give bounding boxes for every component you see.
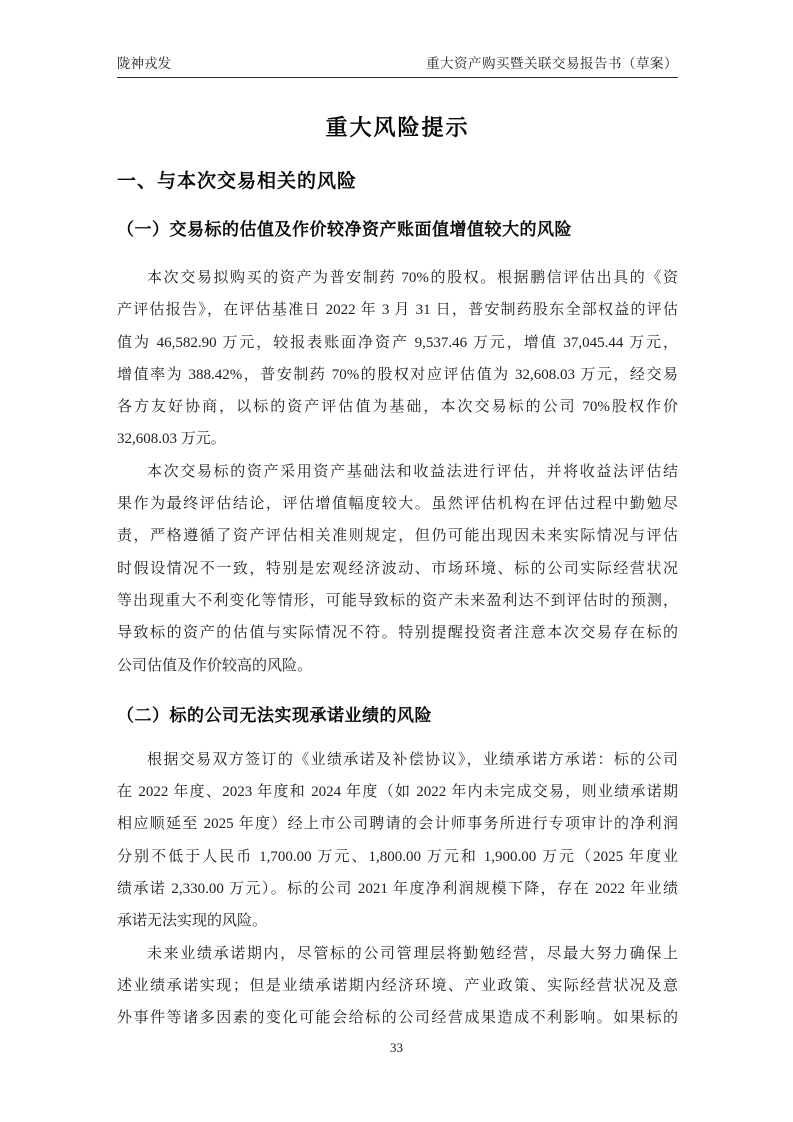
text-line: 时假设情况不一致，特别是宏观经济波动、市场环境、标的公司实际经营状况 (117, 560, 678, 577)
text-line: 值为 46,582.90 万元，较报表账面净资产 9,537.46 万元，增值 37,045.44 万元， (117, 334, 678, 351)
text-line: 未来业绩承诺期内，尽管标的公司管理层将勤勉经营，尽最大努力确保上 (147, 945, 678, 962)
section-heading-1: 一、与本次交易相关的风险 (117, 171, 358, 192)
text-line: 承诺无法实现的风险。 (117, 913, 268, 930)
paragraph-1 (117, 262, 678, 456)
header-report-title: 重大资产购买暨关联交易报告书（草案） (426, 56, 678, 71)
text-line: 增值率为 388.42%，普安制药 70%的股权对应评估值为 32,608.03 万元，经交易 (117, 366, 678, 383)
text-line: 在 2022 年度、2023 年度和 2024 年度（如 2022 年内未完成交易，则业绩承诺期 (117, 784, 678, 801)
page-number: 33 (390, 1040, 403, 1055)
subsection-heading-1-1: （一）交易标的估值及作价较净资产账面值增值较大的风险 (117, 220, 572, 239)
paragraph-4 (117, 938, 678, 1035)
text-line: 本次交易拟购买的资产为普安制药 70%的股权。根据鹏信评估出具的《资 (147, 270, 678, 286)
text-line: 根据交易双方签订的《业绩承诺及补偿协议》，业绩承诺方承诺：标的公司 (147, 751, 678, 768)
text-line: 本次交易标的资产采用资产基础法和收益法进行评估，并将收益法评估结 (147, 463, 678, 480)
page-header (117, 0, 678, 78)
page-content (117, 0, 678, 1035)
text-line: 等出现重大不利变化等情形，可能导致标的资产未来盈利达不到评估时的预测， (117, 592, 678, 609)
paragraph-3 (117, 744, 678, 938)
text-line: 产评估报告》，在评估基准日 2022 年 3 月 31 日，普安制药股东全部权益的评估 (117, 302, 678, 319)
text-line: 各方友好协商，以标的资产评估值为基础，本次交易标的公司 70%股权作价 (117, 399, 678, 416)
text-line: 相应顺延至 2025 年度）经上市公司聘请的会计师事务所进行专项审计的净利润 (117, 816, 678, 833)
text-line: 32,608.03 万元。 (117, 431, 226, 448)
text-line: 导致标的资产的估值与实际情况不符。特别提醒投资者注意本次交易存在标的 (117, 625, 678, 642)
text-line: 述业绩承诺实现；但是业绩承诺期内经济环境、产业政策、实际经营状况及意 (117, 977, 678, 994)
text-line: 绩承诺 2,330.00 万元）。标的公司 2021 年度净利润规模下降，存在 2022 年业绩 (117, 881, 678, 898)
text-line: 分别不低于人民币 1,700.00 万元、1,800.00 万元和 1,900.00 万元（2025 年度业 (117, 848, 678, 865)
text-line: 外事件等诸多因素的变化可能会给标的公司经营成果造成不利影响。如果标的 (117, 1010, 678, 1027)
header-company-name: 陇神戎发 (117, 56, 171, 71)
document-title: 重大风险提示 (325, 115, 470, 140)
text-line: 果作为最终评估结论，评估增值幅度较大。虽然评估机构在评估过程中勤勉尽 (117, 496, 678, 513)
text-line: 责，严格遵循了资产评估相关准则规定，但仍可能出现因未来实际情况与评估 (117, 528, 678, 545)
paragraph-2 (117, 456, 678, 682)
subsection-heading-1-2: （二）标的公司无法实现承诺业绩的风险 (117, 705, 432, 725)
text-line: 公司估值及作价较高的风险。 (117, 657, 313, 674)
